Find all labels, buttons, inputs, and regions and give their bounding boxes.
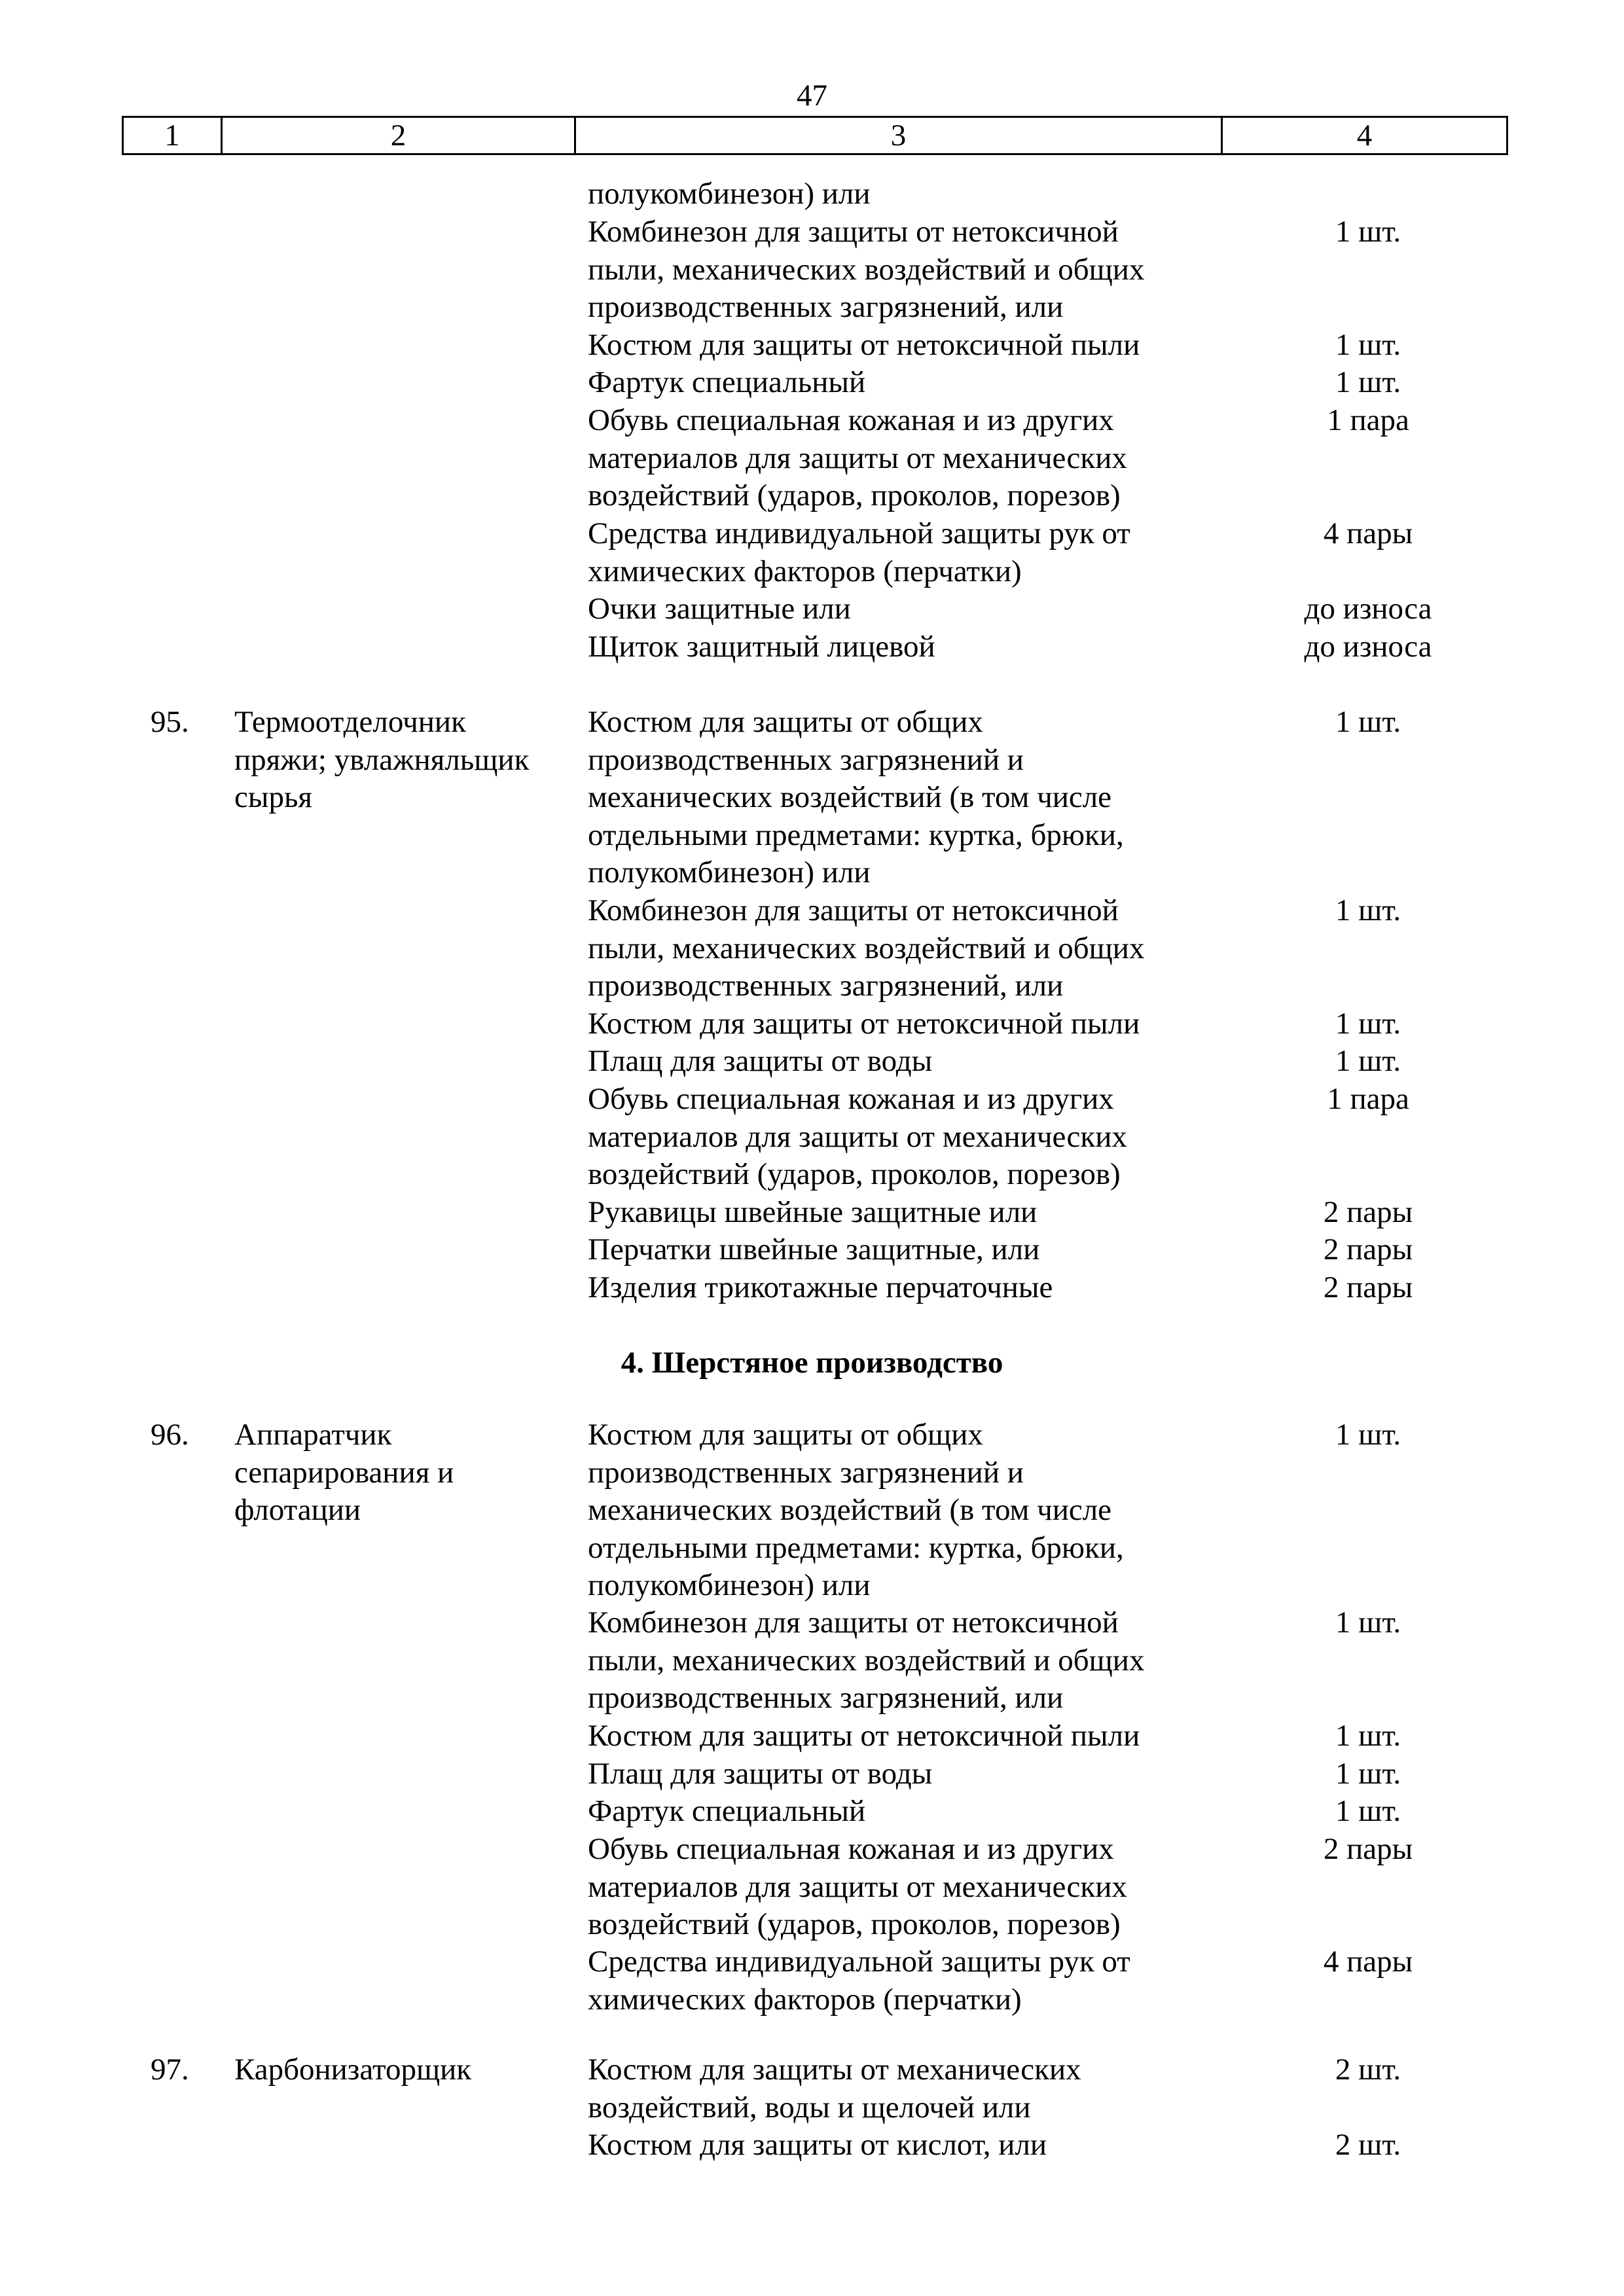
item-quantity: 1 шт. [1335, 1719, 1401, 1753]
item-text: Фартук специальный [588, 1794, 866, 1828]
item-text: Костюм для защиты от нетоксичной пыли [588, 328, 1140, 362]
page-number: 47 [797, 79, 827, 113]
item-text: Костюм для защиты от кислот, или [588, 2128, 1047, 2162]
item-text: Рукавицы швейные защитные или [588, 1195, 1038, 1229]
item-text: Перчатки швейные защитные, или [588, 1232, 1040, 1266]
item-quantity: 1 шт. [1335, 705, 1401, 739]
column-header-row [122, 116, 1508, 155]
item-text: Обувь специальная кожаная и из других материалов для защиты от механических воздействий (ударов, проколов, порезов) [588, 1832, 1127, 1941]
item-text: Костюм для защиты от нетоксичной пыли [588, 1719, 1140, 1753]
item-text: Костюм для защиты от общих производственных загрязнений и механических воздействий (в том числе отдельными предметами: куртка, брюки, полукомбинезон) или [588, 705, 1124, 889]
column-header-4: 4 [1221, 118, 1506, 153]
item-text: Щиток защитный лицевой [588, 630, 935, 664]
item-text: Комбинезон для защиты от нетоксичной пыли, механических воздействий и общих производственных загрязнений, или [588, 893, 1145, 1003]
item-quantity: 1 шт. [1335, 1757, 1401, 1791]
row-number: 96. [151, 1418, 189, 1452]
item-quantity: до износа [1304, 630, 1432, 664]
item-text: Костюм для защиты от механических воздействий, воды и щелочей или [588, 2053, 1081, 2125]
item-text: Плащ для защиты от воды [588, 1044, 933, 1078]
item-quantity: 1 шт. [1335, 1794, 1401, 1828]
item-text: Костюм для защиты от нетоксичной пыли [588, 1007, 1140, 1041]
item-text: Костюм для защиты от общих производственных загрязнений и механических воздействий (в том числе отдельными предметами: куртка, брюки, полукомбинезон) или [588, 1418, 1124, 1602]
item-quantity: 1 шт. [1335, 365, 1401, 399]
item-quantity: 1 шт. [1335, 1418, 1401, 1452]
item-quantity: 4 пары [1323, 516, 1413, 550]
item-text: Обувь специальная кожаная и из других материалов для защиты от механических воздействий (ударов, проколов, порезов) [588, 403, 1127, 512]
item-quantity: 1 шт. [1335, 1044, 1401, 1078]
item-quantity: 2 пары [1323, 1232, 1413, 1266]
item-text: Комбинезон для защиты от нетоксичной пыли, механических воздействий и общих производственных загрязнений, или [588, 215, 1145, 324]
section-heading: 4. Шерстяное производство [621, 1346, 1003, 1380]
item-quantity: до износа [1304, 592, 1432, 626]
item-quantity: 1 шт. [1335, 1007, 1401, 1041]
column-header-3: 3 [574, 118, 1221, 153]
profession-name: Термоотделочник пряжи; увлажняльщик сырья [234, 705, 530, 814]
item-text: Очки защитные или [588, 592, 851, 626]
item-quantity: 2 пары [1323, 1270, 1413, 1304]
item-quantity: 2 шт. [1335, 2053, 1401, 2087]
item-quantity: 1 шт. [1335, 893, 1401, 927]
item-text: Плащ для защиты от воды [588, 1757, 933, 1791]
item-text: Изделия трикотажные перчаточные [588, 1270, 1053, 1304]
profession-name: Аппаратчик сепарирования и флотации [234, 1418, 454, 1527]
item-text: Фартук специальный [588, 365, 866, 399]
item-quantity: 1 пара [1327, 403, 1409, 437]
item-text: полукомбинезон) или [588, 177, 871, 211]
item-quantity: 2 шт. [1335, 2128, 1401, 2162]
item-text: Средства индивидуальной защиты рук от химических факторов (перчатки) [588, 516, 1130, 588]
item-text: Средства индивидуальной защиты рук от химических факторов (перчатки) [588, 1945, 1130, 2017]
item-quantity: 1 пара [1327, 1082, 1409, 1116]
item-quantity: 1 шт. [1335, 1605, 1401, 1640]
row-number: 97. [151, 2053, 189, 2087]
profession-name: Карбонизаторщик [234, 2053, 472, 2087]
item-text: Обувь специальная кожаная и из других материалов для защиты от механических воздействий (ударов, проколов, порезов) [588, 1082, 1127, 1191]
row-number: 95. [151, 705, 189, 739]
column-header-1: 1 [164, 118, 180, 152]
item-text: Комбинезон для защиты от нетоксичной пыли, механических воздействий и общих производственных загрязнений, или [588, 1605, 1145, 1715]
item-quantity: 1 шт. [1335, 328, 1401, 362]
item-quantity: 2 пары [1323, 1832, 1413, 1866]
column-header-2: 2 [221, 118, 574, 153]
item-quantity: 2 пары [1323, 1195, 1413, 1229]
item-quantity: 4 пары [1323, 1945, 1413, 1979]
item-quantity: 1 шт. [1335, 215, 1401, 249]
